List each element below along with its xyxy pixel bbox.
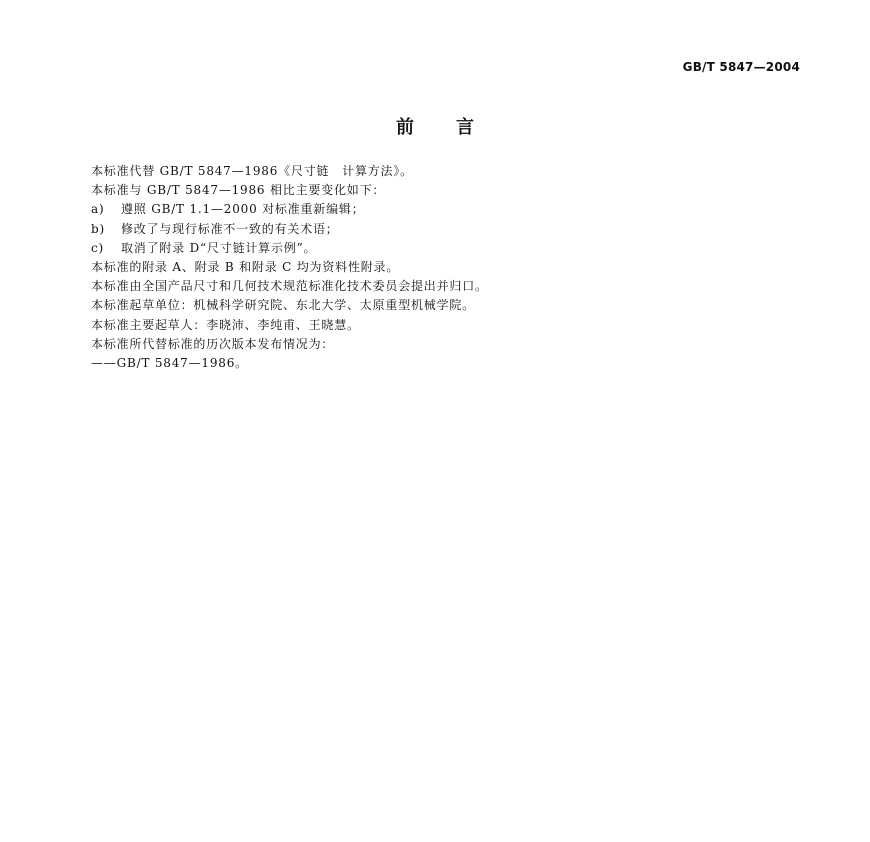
list-marker: b) <box>91 221 105 236</box>
title-part-1: 前 <box>396 117 414 138</box>
foreword-body <box>91 162 791 373</box>
paragraph-line <box>91 335 791 354</box>
paragraph-line <box>91 354 791 373</box>
line-text: 本标准代替 GB/T 5847—1986《尺寸链 计算方法》。 <box>91 164 413 178</box>
list-item <box>91 239 791 258</box>
line-text: ——GB/T 5847—1986。 <box>91 356 248 371</box>
list-item <box>91 200 791 219</box>
paragraph-line <box>91 181 791 200</box>
line-text: 本标准由全国产品尺寸和几何技术规范标准化技术委员会提出并归口。 <box>91 279 488 294</box>
standard-code: GB/T 5847—2004 <box>682 60 800 74</box>
paragraph-line <box>91 162 791 181</box>
paragraph-line <box>91 277 791 296</box>
line-text: 本标准的附录 A、附录 B 和附录 C 均为资料性附录。 <box>91 260 400 275</box>
list-marker: c) <box>91 240 105 255</box>
line-text: 本标准与 GB/T 5847—1986 相比主要变化如下： <box>91 183 386 198</box>
line-text: 本标准起草单位：机械科学研究院、东北大学、太原重型机械学院。 <box>91 298 476 313</box>
paragraph-line <box>91 316 791 335</box>
line-text: 本标准所代替标准的历次版本发布情况为： <box>91 336 335 351</box>
list-item <box>91 220 791 239</box>
page-title <box>0 113 870 139</box>
paragraph-line <box>91 258 791 277</box>
paragraph-line <box>91 296 791 315</box>
line-text: 本标准主要起草人：李晓沛、李纯甫、王晓慧。 <box>91 317 360 332</box>
line-text: 遵照 GB/T 1.1—2000 对标准重新编辑； <box>121 202 365 217</box>
title-part-2: 言 <box>456 117 474 138</box>
line-text: 取消了附录 D“尺寸链计算示例”。 <box>121 240 317 255</box>
list-marker: a) <box>91 202 105 217</box>
line-text: 修改了与现行标准不一致的有关术语； <box>121 221 339 236</box>
